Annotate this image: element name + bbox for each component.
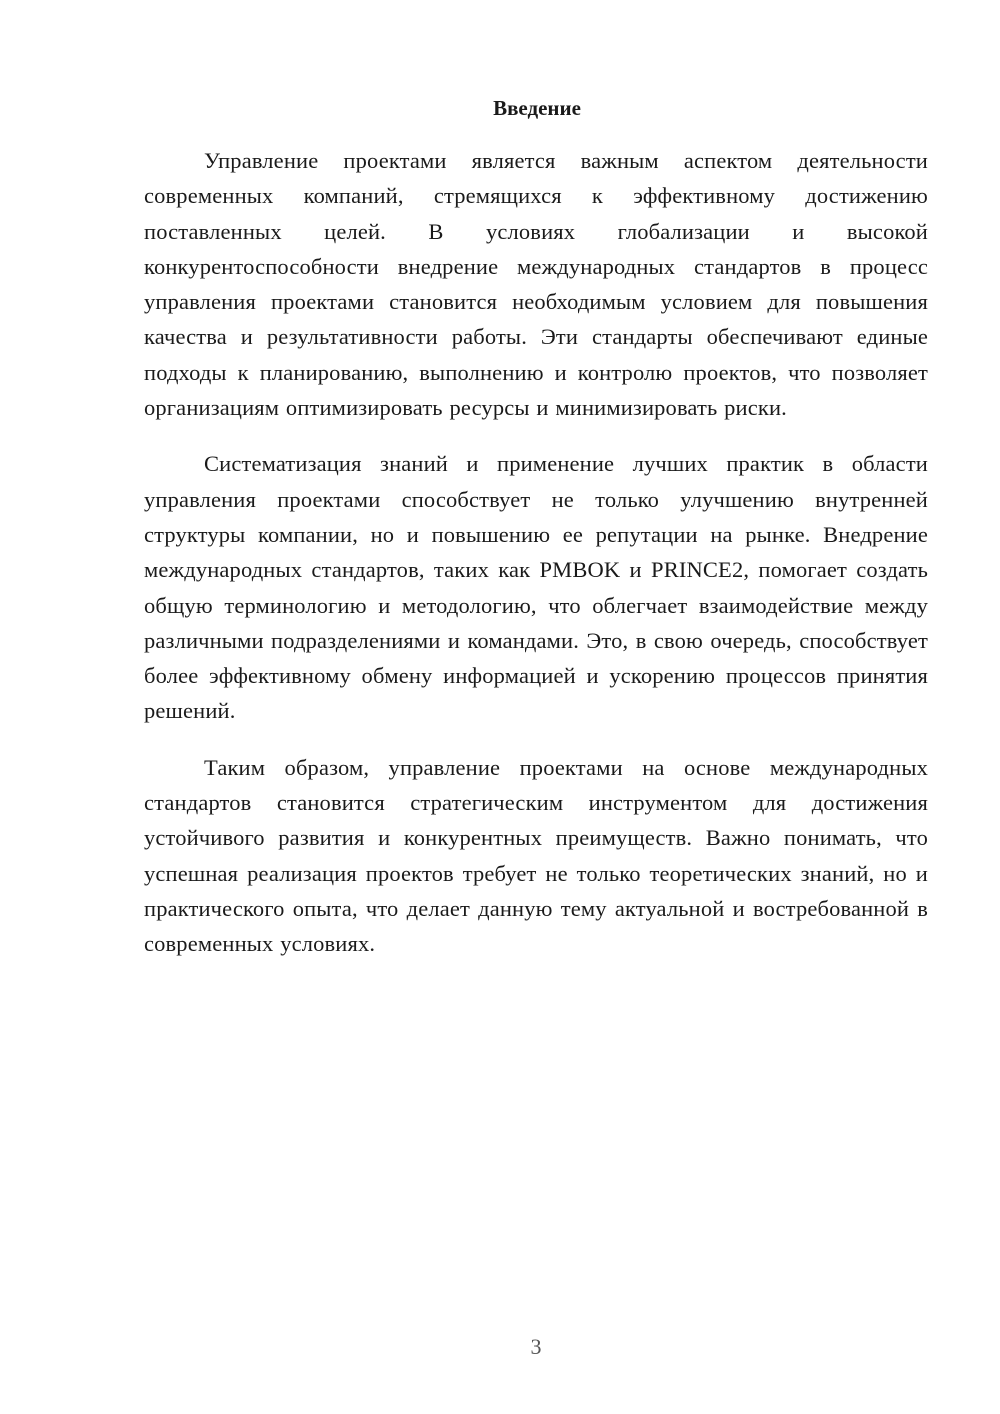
- paragraph-2: Систематизация знаний и применение лучших практик в области управления проектами способствует не только улучшению внутренней структуры компании, но и повышению ее репутации на рынке. Внедрение международных стандартов, таких как PMBOK и PRINCE2, помогает создать общую терминологию и методологию, что облегчает взаимодействие между различными подразделениями и командами. Это, в свою очередь, способствует более эффективному обмену информацией и ускорению процессов принятия решений.: [144, 451, 928, 724]
- paragraph-3: Таким образом, управление проектами на основе международных стандартов становится стратегическим инструментом для достижения устойчивого развития и конкурентных преимуществ. Важно понимать, что успешная реализация проектов требует не только теоретических знаний, но и практического опыта, что делает данную тему актуальной и востребованной в современных условиях.: [144, 754, 928, 957]
- paragraph-1: Управление проектами является важным аспектом деятельности современных компаний, стремящихся к эффективному достижению поставленных целей. В условиях глобализации и высокой конкурентоспособности внедрение международных стандартов в процесс управления проектами становится необходимым условием для повышения качества и результативности работы. Эти стандарты обеспечивают единые подходы к планированию, выполнению и контролю проектов, что позволяет организациям оптимизировать ресурсы и минимизировать риски.: [144, 148, 928, 421]
- section-title: Введение: [493, 96, 581, 120]
- page-content: [144, 96, 928, 983]
- page-number: 3: [530, 1334, 542, 1359]
